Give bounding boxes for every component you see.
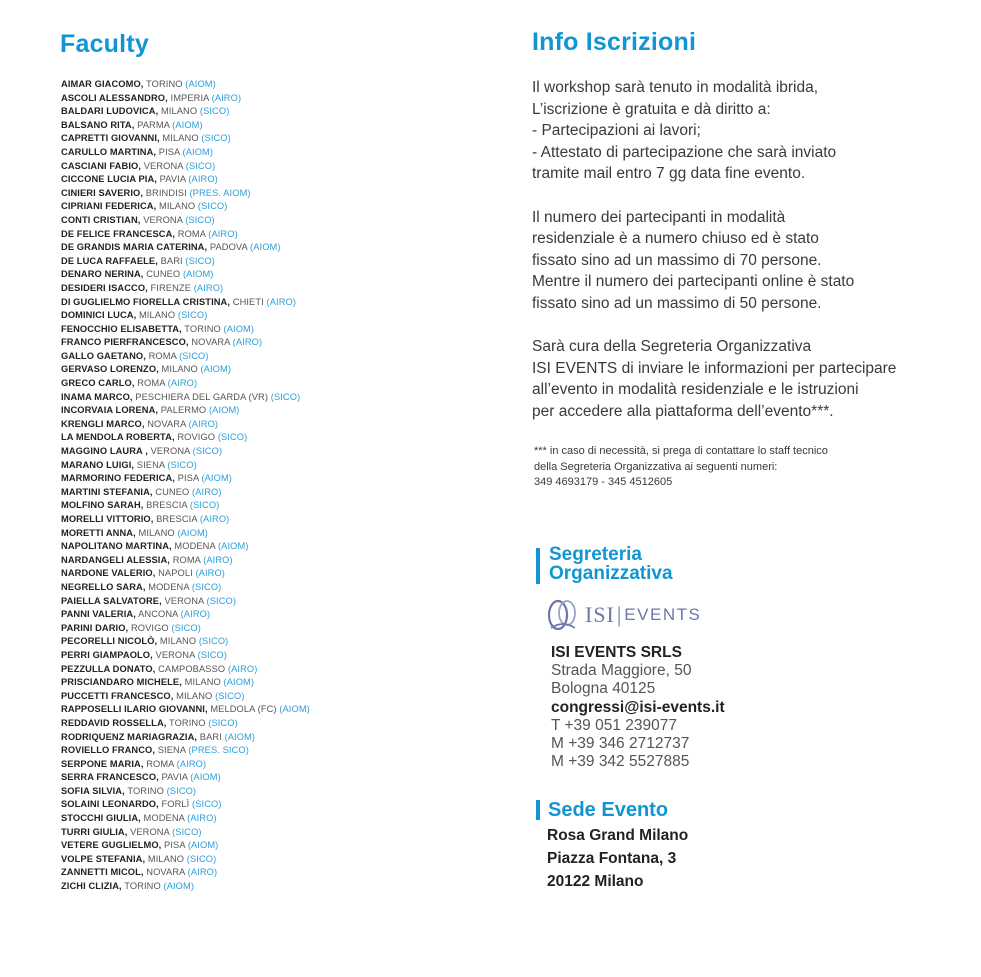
faculty-member [61,377,481,391]
faculty-member [61,812,481,826]
faculty-member-society: (AIRO) [208,228,238,239]
faculty-member-name: SERRA FRANCESCO, [61,772,159,783]
segreteria-title [549,545,673,583]
faculty-member [61,486,481,500]
faculty-member-name: CINIERI SAVERIO, [61,187,144,198]
faculty-member-society: (SICO) [217,432,248,443]
faculty-member [61,255,481,269]
venue-address: Piazza Fontana, 3 [547,850,677,867]
faculty-member-name: PERRI GIAMPAOLO, [61,649,153,660]
faculty-member-society: (SICO) [201,133,231,144]
faculty-member [61,418,481,432]
sede-title: Sede Evento [548,799,669,821]
faculty-member-city: PISA [164,840,186,851]
faculty-member [61,635,481,649]
faculty-member-city: TORINO [184,323,221,334]
faculty-member-name: RAPPOSELLI ILARIO GIOVANNI, [61,704,208,715]
faculty-member-society: (SICO) [192,446,223,457]
faculty-member-name: RODRIQUENZ MARIAGRAZIA, [61,731,198,742]
faculty-member-society: (AIRO) [192,486,222,497]
faculty-member-name: NEGRELLO SARA, [61,581,146,592]
faculty-member-city: TORINO [146,79,183,89]
faculty-member-city: MODENA [174,541,216,552]
faculty-member [61,663,481,677]
faculty-member [61,445,481,459]
faculty-member-city: MILANO [162,133,199,144]
faculty-member [61,676,481,690]
faculty-member-name: MAGGINO LAURA , [61,446,148,457]
faculty-member-name: ZANNETTI MICOL, [61,867,144,878]
faculty-member [61,731,481,745]
faculty-member-society: (AIOM) [217,541,249,552]
faculty-member-city: NAPOLI [158,568,193,579]
faculty-member-name: INAMA MARCO, [61,391,133,402]
faculty-member [61,350,481,364]
faculty-member-city: VERONA [130,826,170,837]
faculty-member-society: (AIOM) [224,731,256,742]
faculty-member-city: MILANO [160,106,198,117]
faculty-member-society: (AIRO) [187,867,218,878]
faculty-member-society: (AIRO) [193,282,224,293]
faculty-member [61,92,481,106]
faculty-member [61,717,481,731]
faculty-member [61,187,481,201]
faculty-member-city: ROMA [177,228,206,239]
faculty-member-society: (AIRO) [180,609,211,620]
faculty-member-society: (AIOM) [250,242,281,253]
faculty-member-name: ZICHI CLIZIA, [61,881,122,892]
segreteria-title-line1: Segreteria [549,544,642,565]
faculty-member-society: (SICO) [167,459,197,470]
faculty-member [61,853,481,867]
faculty-member [61,228,481,242]
faculty-member-city: ROVIGO [130,622,169,633]
faculty-member [61,771,481,785]
faculty-member-name: DE GRANDIS MARIA CATERINA, [61,242,208,253]
faculty-member [61,105,481,119]
venue-city: 20122 Milano [547,873,644,890]
faculty-member-name: SOLAINI LEONARDO, [61,799,159,810]
faculty-member [61,160,481,174]
faculty-member-city: SIENA [157,745,186,756]
company-name: ISI EVENTS SRLS [551,644,682,661]
company-street: Strada Maggiore, 50 [551,662,692,680]
faculty-member-name: MARMORINO FEDERICA, [61,473,175,484]
faculty-member-name: MORETTI ANNA, [61,527,136,538]
faculty-member-city: FORLÌ [161,799,190,810]
faculty-member [61,649,481,663]
faculty-member-city: PARMA [137,119,170,130]
faculty-member-name: DE LUCA RAFFAELE, [61,255,158,266]
faculty-member-name: CASCIANI FABIO, [61,160,142,171]
faculty-member-name: FENOCCHIO ELISABETTA, [61,323,182,334]
faculty-member-society: (AIOM) [182,269,214,280]
venue-name: Rosa Grand Milano [547,827,689,844]
faculty-member-city: BRESCIA [156,514,198,524]
faculty-member [61,595,481,609]
faculty-member [61,527,481,541]
faculty-member-name: VETERE GUGLIELMO, [61,840,162,851]
faculty-member [61,459,481,473]
faculty-member [61,241,481,255]
faculty-member-city: CUNEO [146,269,181,280]
faculty-member-society: (PRES. SICO) [188,745,249,756]
isi-logo-mark-icon [545,598,581,632]
faculty-member-city: MODENA [148,581,190,592]
faculty-member-name: PAIELLA SALVATORE, [61,595,162,606]
faculty-member-society: (AIOM) [208,405,240,416]
faculty-member-name: DE FELICE FRANCESCA, [61,228,176,239]
faculty-member-society: (SICO) [185,255,215,266]
faculty-member-name: CONTI CRISTIAN, [61,214,141,225]
faculty-member-city: BRESCIA [146,500,188,511]
faculty-member-name: LA MENDOLA ROBERTA, [61,432,175,443]
faculty-member-city: PESCHIERA DEL GARDA (VR) [135,391,269,402]
faculty-member-society: (SICO) [270,391,301,402]
faculty-member-name: VOLPE STEFANIA, [61,853,146,864]
faculty-member-society: (AIOM) [187,840,219,851]
info-footnote: *** in caso di necessità, si prega di contattare lo staff tecnico della Segreteria Organizzativa ai seguenti numeri: 349 4693179 - 345 4512605 [534,445,828,488]
faculty-member-city: MILANO [147,853,185,864]
faculty-member-city: ANCONA [138,609,178,620]
faculty-member-city: MILANO [161,364,198,375]
faculty-member [61,581,481,595]
faculty-member-name: MOLFINO SARAH, [61,500,144,511]
faculty-member-society: (AIOM) [201,473,232,484]
faculty-member-name: BALDARI LUDOVICA, [61,106,159,117]
faculty-member-name: GERVASO LORENZO, [61,364,159,375]
faculty-member-society: (SICO) [206,595,237,606]
faculty-member-city: FIRENZE [150,282,192,293]
faculty-member-city: CAMPOBASSO [158,663,226,674]
faculty-member-society: (AIRO) [187,813,217,824]
faculty-member [61,758,481,772]
faculty-member [61,323,481,337]
faculty-member-name: REDDAVID ROSSELLA, [61,717,167,728]
faculty-member-city: TORINO [168,717,206,728]
faculty-member-city: VERONA [164,595,204,606]
faculty-member-city: MILANO [159,636,197,647]
faculty-member-city: BRINDISI [145,187,187,198]
logo-isi-text: ISI [585,602,615,627]
faculty-member-city: ROMA [146,758,174,769]
faculty-member-society: (AIOM) [223,323,255,334]
faculty-member-city: MILANO [138,527,175,538]
faculty-member [61,336,481,350]
faculty-member [61,119,481,133]
faculty-member-society: (AIOM) [279,704,310,715]
faculty-member-name: ROVIELLO FRANCO, [61,745,156,756]
faculty-member [61,282,481,296]
faculty-member-city: MELDOLA (FC) [210,704,277,715]
venue-block [547,824,688,893]
faculty-member-city: PAVIA [161,772,188,783]
faculty-member [61,690,481,704]
faculty-member-city: PAVIA [159,174,186,185]
segreteria-title-line2: Organizzativa [549,563,673,584]
faculty-member-city: PADOVA [209,242,248,253]
faculty-member-name: NARDONE VALERIO, [61,568,156,579]
faculty-member-name: INCORVAIA LORENA, [61,405,159,416]
faculty-member-city: BARI [160,255,183,266]
faculty-member-city: ROMA [172,554,201,565]
faculty-member-city: BARI [199,731,222,742]
faculty-member [61,391,481,405]
faculty-member-city: TORINO [127,785,164,796]
faculty-list [61,78,481,894]
faculty-member [61,363,481,377]
faculty-member-society: (AIOM) [163,881,195,892]
faculty-member-society: (AIRO) [167,378,198,389]
faculty-member-name: DESIDERI ISACCO, [61,282,148,293]
faculty-member-society: (AIRO) [227,663,258,674]
faculty-member-name: MARTINI STEFANIA, [61,486,153,497]
faculty-member-society: (SICO) [192,799,222,810]
faculty-member [61,173,481,187]
faculty-member-name: CICCONE LUCIA PIA, [61,174,157,185]
faculty-member-name: CIPRIANI FEDERICA, [61,201,157,212]
faculty-member-society: (AIRO) [232,337,263,348]
faculty-member-city: PISA [158,146,180,157]
faculty-member-name: STOCCHI GIULIA, [61,813,141,824]
faculty-member-city: ROMA [148,350,177,361]
faculty-member-city: CUNEO [155,486,190,497]
logo-divider: | [616,602,623,627]
faculty-member-city: IMPERIA [170,92,209,103]
faculty-member-name: GALLO GAETANO, [61,350,146,361]
faculty-member-name: PEZZULLA DONATO, [61,663,156,674]
faculty-member-city: PISA [177,473,199,484]
faculty-member-city: ROVIGO [177,432,216,443]
faculty-member [61,785,481,799]
faculty-member [61,132,481,146]
faculty-member-society: (SICO) [185,160,216,171]
faculty-member-name: MARANO LUIGI, [61,459,135,470]
faculty-member-name: MORELLI VITTORIO, [61,514,154,524]
faculty-member-city: SIENA [136,459,165,470]
faculty-member-city: CHIETI [232,296,264,307]
faculty-member [61,880,481,894]
faculty-member [61,744,481,758]
faculty-member-name: SERPONE MARIA, [61,758,144,769]
faculty-member-society: (SICO) [215,690,245,701]
faculty-member-name: PUCCETTI FRANCESCO, [61,690,174,701]
faculty-member-city: PALERMO [160,405,207,416]
faculty-member [61,309,481,323]
info-body [532,77,952,423]
faculty-member [61,622,481,636]
faculty-member-society: (SICO) [172,826,202,837]
faculty-member-city: ROMA [137,378,165,389]
faculty-member-society: (SICO) [197,201,228,212]
faculty-member-society: (SICO) [189,500,220,511]
faculty-member-society: (AIRO) [203,554,233,565]
faculty-member-society: (AIRO) [188,174,218,185]
faculty-member-society: (AIRO) [199,514,230,524]
faculty-member-name: NAPOLITANO MARTINA, [61,541,172,552]
faculty-member [61,513,481,527]
company-mobile-2: M +39 342 5527885 [551,753,690,771]
faculty-member [61,214,481,228]
segreteria-accent-bar [536,548,540,584]
faculty-member-society: (AIOM) [177,527,208,538]
faculty-member-name: PARINI DARIO, [61,622,129,633]
sede-accent-bar [536,800,540,820]
isi-events-logo [545,598,701,632]
faculty-member [61,499,481,513]
faculty-member-society: (AIRO) [195,568,226,579]
faculty-member-city: VERONA [155,649,195,660]
info-paragraph-secretariat: Sarà cura della Segreteria Organizzativa ISI EVENTS di inviare le informazioni per partecipare all’evento in modalità residenziale e le istruzioni per accedere alla piattaforma dell’evento***. [532,338,897,420]
faculty-member-society: (SICO) [199,106,230,117]
faculty-member-city: MILANO [184,677,221,688]
faculty-member-society: (PRES. AIOM) [189,187,251,198]
faculty-member [61,200,481,214]
faculty-member [61,554,481,568]
faculty-member [61,608,481,622]
faculty-member-society: (SICO) [166,785,197,796]
faculty-member-society: (SICO) [185,214,215,225]
faculty-member-society: (AIOM) [190,772,221,783]
faculty-member-society: (SICO) [177,310,208,321]
faculty-member [61,866,481,880]
faculty-member-name: FRANCO PIERFRANCESCO, [61,337,189,348]
faculty-member-society: (SICO) [208,717,238,728]
faculty-member [61,296,481,310]
faculty-member-name: ASCOLI ALESSANDRO, [61,92,168,103]
faculty-member-city: TORINO [124,881,161,892]
logo-events-text: EVENTS [624,605,702,624]
faculty-member-city: NOVARA [146,867,185,878]
faculty-member-society: (AIRO) [176,758,207,769]
segreteria-contacts [551,644,725,771]
faculty-member-city: NOVARA [147,418,186,429]
faculty-member [61,268,481,282]
faculty-member-name: NARDANGELI ALESSIA, [61,554,170,565]
faculty-member [61,404,481,418]
faculty-member-city: VERONA [150,446,190,457]
faculty-member [61,472,481,486]
faculty-member-city: MILANO [158,201,196,212]
faculty-member-name: TURRI GIULIA, [61,826,128,837]
company-phone: T +39 051 239077 [551,716,677,734]
faculty-member [61,826,481,840]
faculty-member-city: VERONA [143,160,184,171]
faculty-member-name: AIMAR GIACOMO, [61,79,144,89]
faculty-member-society: (SICO) [179,350,209,361]
faculty-member-society: (AIRO) [211,92,242,103]
faculty-member-city: MILANO [176,690,213,701]
info-paragraph-participants: Il numero dei partecipanti in modalità residenziale è a numero chiuso ed è stato fissato sino ad un massimo di 70 persone. Mentre il numero dei partecipanti online è stato fissato sino ad un massimo di 50 persone. [532,208,855,312]
faculty-member-society: (SICO) [191,581,222,592]
faculty-member-society: (AIOM) [200,364,232,375]
faculty-member-society: (AIRO) [188,418,219,429]
faculty-member [61,839,481,853]
faculty-member-society: (AIRO) [266,296,297,307]
faculty-member-name: CARULLO MARTINA, [61,146,157,157]
faculty-member-society: (AIOM) [223,677,255,688]
company-email[interactable]: congressi@isi-events.it [551,698,725,716]
faculty-member-name: DENARO NERINA, [61,269,144,280]
faculty-member [61,146,481,160]
faculty-member-society: (AIOM) [182,146,214,157]
faculty-member-name: KRENGLI MARCO, [61,418,145,429]
faculty-member-name: PRISCIANDARO MICHELE, [61,677,182,688]
faculty-member-society: (SICO) [198,636,229,647]
faculty-member-society: (AIOM) [172,119,203,130]
faculty-member [61,703,481,717]
company-city: Bologna 40125 [551,680,656,698]
faculty-member-society: (SICO) [197,649,228,660]
faculty-member-name: DOMINICI LUCA, [61,310,137,321]
faculty-member [61,567,481,581]
faculty-member-name: SOFIA SILVIA, [61,785,125,796]
company-mobile-1: M +39 346 2712737 [551,735,690,753]
faculty-member [61,798,481,812]
faculty-title: Faculty [60,30,149,58]
faculty-member-society: (SICO) [171,622,201,633]
faculty-member [61,78,481,92]
faculty-member-city: MILANO [138,310,176,321]
info-title: Info Iscrizioni [532,28,697,56]
faculty-member-name: CAPRETTI GIOVANNI, [61,133,160,144]
faculty-member-name: BALSANO RITA, [61,119,135,130]
faculty-member [61,540,481,554]
faculty-member-name: PECORELLI NICOLÒ, [61,636,158,647]
faculty-member-city: VERONA [143,214,183,225]
faculty-member-society: (SICO) [186,853,217,864]
faculty-member-name: PANNI VALERIA, [61,609,136,620]
faculty-member-society: (AIOM) [185,79,216,89]
faculty-member-name: GRECO CARLO, [61,378,135,389]
faculty-member [61,431,481,445]
faculty-member-city: MODENA [143,813,185,824]
faculty-member-city: NOVARA [191,337,230,348]
info-paragraph-hybrid: Il workshop sarà tenuto in modalità ibrida, L’iscrizione è gratuita e dà diritto a: - Partecipazioni ai lavori; - Attestato di partecipazione che sarà inviato tramite mail entro 7 gg data fine evento. [532,79,837,183]
faculty-member-name: DI GUGLIELMO FIORELLA CRISTINA, [61,296,231,307]
